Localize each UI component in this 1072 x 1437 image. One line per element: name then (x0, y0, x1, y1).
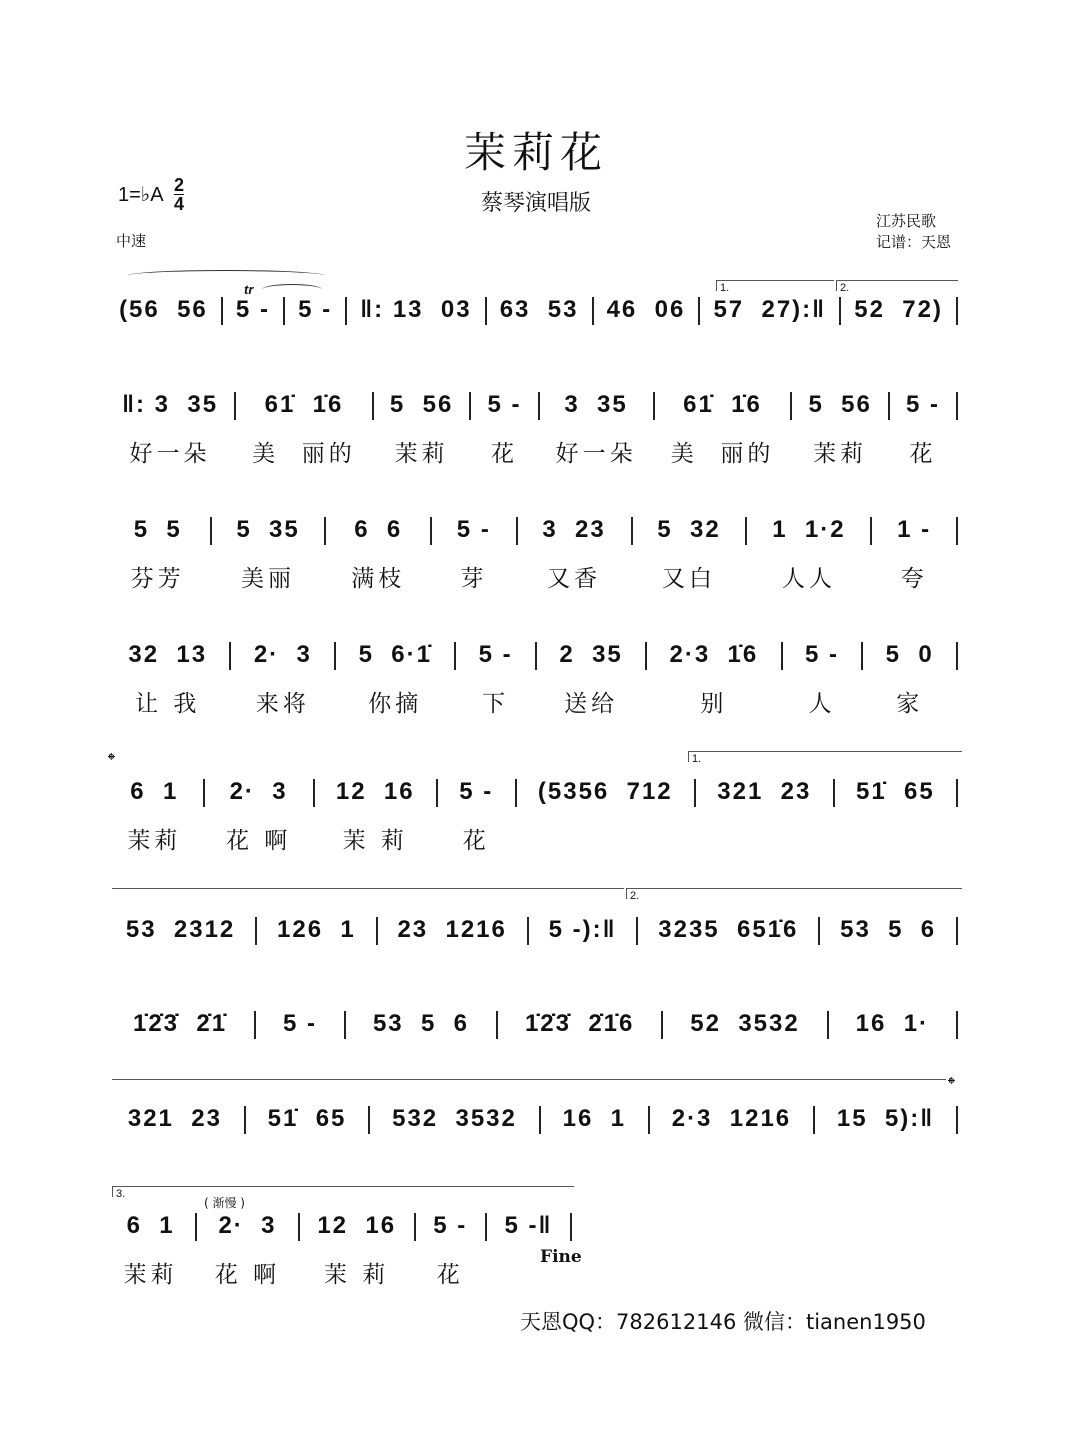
measure-notes: 2 35 (559, 641, 623, 668)
measure-notes: 5 56 (808, 391, 872, 418)
barline (956, 297, 958, 325)
measure-notes: ‖: 3 35 (122, 391, 219, 418)
lyric: 你摘 (368, 691, 423, 717)
measure (820, 915, 956, 945)
lyric: 茉 莉 (324, 1262, 390, 1288)
measure-notes: 1̇2̇3̇ 2̇1̇6 (524, 1010, 635, 1037)
measure-notes: 5 5 (133, 516, 182, 543)
lyric: 美 丽的 (252, 441, 356, 467)
lyric: 别 (700, 691, 728, 717)
lyric: 下 (482, 691, 510, 717)
measure (647, 640, 780, 715)
measure (841, 295, 956, 325)
lyric: 送给 (564, 691, 619, 717)
lyric: 花 (490, 441, 518, 467)
barline (956, 392, 958, 420)
measure-notes: 2·3 1̇6 (669, 641, 759, 668)
time-signature (174, 176, 184, 213)
measure-notes: 5 - (298, 296, 333, 323)
measure-notes: 12 16 (317, 1212, 397, 1239)
measure (829, 1009, 956, 1039)
measure (106, 390, 234, 465)
measure-notes: ‖: 13 03 (360, 296, 472, 323)
measure (747, 515, 870, 590)
measure (285, 295, 345, 325)
measure (205, 777, 313, 852)
staff-row (106, 515, 958, 590)
measure-notes: 2· 3 (253, 641, 312, 668)
lyric: 花 啊 (225, 828, 292, 854)
measure (890, 390, 956, 465)
measure-notes: 15 5):‖ (836, 1105, 935, 1132)
lyric: 花 (436, 1262, 464, 1288)
measure (106, 295, 221, 325)
lyric: 人 (808, 691, 836, 717)
tempo-marking: 中速 (116, 232, 147, 250)
measure-notes: 5 - (487, 391, 522, 418)
measure (223, 295, 283, 325)
measure-notes: 12 16 (335, 778, 415, 805)
lyric: 家 (896, 691, 924, 717)
measure (471, 390, 537, 465)
lyric: 茉莉 (123, 1262, 178, 1288)
fine-mark: Fine (540, 1247, 582, 1267)
measure (300, 1211, 414, 1286)
measure-notes: 3 35 (564, 391, 628, 418)
key-signature: 1=♭A (118, 184, 164, 206)
measure (783, 640, 862, 715)
lyric: 花 (909, 441, 937, 467)
lyric: 美丽 (241, 566, 296, 592)
measure-notes: 5 6·1̇ (358, 641, 432, 668)
measure-notes: 2· 3 (229, 778, 288, 805)
measure (231, 640, 334, 715)
measure (487, 295, 592, 325)
measure-notes: (56 56 (119, 296, 208, 323)
measure (456, 640, 535, 715)
measure-notes: 2·3 1216 (671, 1105, 792, 1132)
lyric: 茉 莉 (342, 828, 408, 854)
measure-notes: 5 - (459, 778, 494, 805)
measure (487, 1211, 570, 1286)
lyric: 好一朵 (555, 441, 637, 467)
measure (374, 390, 470, 465)
time-bottom: 4 (174, 194, 185, 214)
measure (518, 515, 631, 590)
song-subtitle: 蔡琴演唱版 (480, 191, 591, 216)
measure (236, 390, 372, 465)
measure-notes: 63 53 (499, 296, 579, 323)
measure (106, 1104, 244, 1134)
trill-mark: tr (244, 282, 254, 297)
measure-notes: 52 3532 (690, 1010, 800, 1037)
measure (815, 1104, 956, 1134)
measure-notes: 6 1 (130, 778, 179, 805)
lyric: 茉莉 (127, 828, 182, 854)
measure-notes: 57 27):‖ (713, 296, 827, 323)
lyric: 好一朵 (129, 441, 211, 467)
measure-notes: 1 - (897, 516, 932, 543)
measure-notes: 23 1216 (397, 916, 507, 943)
measure-notes: 3235 651̇6 (658, 916, 799, 943)
lyric: 茉莉 (394, 441, 449, 467)
measure-notes: 16 1· (855, 1010, 930, 1037)
measure-notes: 5 - (804, 641, 839, 668)
measure (370, 1104, 539, 1134)
lyric: 茉莉 (813, 441, 868, 467)
song-title: 茉莉花 (463, 128, 608, 177)
volta-2b: 2. (626, 888, 962, 899)
measure-notes: 5 -‖ (504, 1212, 553, 1239)
measure-notes: 321 23 (127, 1105, 222, 1132)
measure-notes: 61̇ 1̇6 (683, 391, 762, 418)
barline (956, 517, 958, 545)
measure-notes: 51̇ 65 (855, 778, 935, 805)
measure (792, 390, 888, 465)
measure-notes: 1 1·2 (772, 516, 846, 543)
measure-notes: 6 1 (126, 1212, 175, 1239)
ritardando-mark: ( 渐慢 ) (204, 1196, 245, 1210)
lyric: 满枝 (351, 566, 406, 592)
measure (872, 515, 956, 590)
measure (256, 1009, 344, 1039)
measure-notes: 5 - (905, 391, 940, 418)
staff-row (106, 390, 958, 465)
lyric: 夸 (900, 566, 928, 592)
measure (212, 515, 325, 590)
coda-icon: 𝄌 (948, 1074, 955, 1096)
staff-row (106, 1211, 572, 1286)
measure (106, 777, 203, 852)
measure-notes: 321 23 (717, 778, 812, 805)
measure (378, 915, 527, 945)
measure (257, 915, 375, 945)
lyric: 芽 (460, 566, 488, 592)
measure (416, 1211, 485, 1286)
measure (106, 515, 210, 590)
barline (956, 917, 958, 945)
measure-notes: 5 56 (389, 391, 454, 418)
staff-row (106, 640, 958, 715)
barline (956, 1106, 958, 1134)
measure-notes: 532 3532 (392, 1105, 517, 1132)
barline (956, 779, 958, 807)
staff-row (106, 1104, 958, 1134)
staff-row (106, 915, 958, 945)
measure-notes: 2· 3 (218, 1212, 277, 1239)
measure (540, 390, 653, 465)
measure (700, 295, 839, 325)
lyric: 又白 (662, 566, 716, 592)
song-origin: 江苏民歌 (876, 212, 937, 230)
measure (336, 640, 454, 715)
measure (106, 1211, 195, 1286)
measure-notes: 61̇ 1̇6 (264, 391, 344, 418)
volta-2: 2. (836, 280, 958, 291)
measure-notes: 52 72) (854, 296, 943, 323)
measure (438, 777, 515, 852)
measure-notes: 32 13 (128, 641, 208, 668)
measure-notes: 5 - (478, 641, 513, 668)
measure (863, 640, 956, 715)
measure-notes: 126 1 (277, 916, 356, 943)
measure (696, 777, 833, 852)
measure (529, 915, 637, 945)
measure (106, 1009, 254, 1039)
lyric: 让 我 (135, 691, 201, 717)
lyric: 美 丽的 (670, 441, 775, 467)
measure (246, 1104, 368, 1134)
measure (315, 777, 436, 852)
measure-notes: 5 - (456, 516, 491, 543)
slur (128, 270, 324, 281)
measure (432, 515, 516, 590)
barline (956, 1011, 958, 1039)
coda-icon: 𝄌 (108, 750, 115, 772)
measure (633, 515, 746, 590)
volta-line (112, 888, 624, 889)
measure-notes: 51̇ 65 (267, 1105, 347, 1132)
measure (197, 1211, 298, 1286)
measure-notes: 5 -):‖ (548, 916, 617, 943)
measure (347, 295, 484, 325)
volta-3: 3. (112, 1186, 574, 1197)
slur (262, 284, 322, 295)
measure-notes: 5 35 (236, 516, 300, 543)
measure (638, 915, 818, 945)
measure (650, 1104, 813, 1134)
measure (106, 640, 229, 715)
lyric: 芬芳 (130, 566, 185, 592)
measure-notes: (5356 712 (537, 778, 673, 805)
measure-notes: 5 - (433, 1212, 468, 1239)
lyric: 花 啊 (214, 1262, 281, 1288)
measure-notes: 5 - (235, 296, 270, 323)
measure-notes: 16 1 (562, 1105, 626, 1132)
measure-notes: 3 23 (542, 516, 606, 543)
measure-notes: 53 5 6 (372, 1010, 469, 1037)
time-top: 2 (174, 175, 185, 195)
measure (663, 1009, 826, 1039)
measure (106, 915, 255, 945)
volta-1: 1. (716, 280, 834, 291)
measure-notes: 5 - (282, 1010, 317, 1037)
lyric: 又香 (547, 566, 602, 592)
notator: 记谱：天恩 (876, 233, 952, 251)
staff-row (106, 295, 958, 325)
lyric: 人人 (781, 566, 836, 592)
contact-footer: 天恩QQ：782612146 微信：tianen1950 (520, 1310, 926, 1334)
measure-notes: 53 5 6 (840, 916, 937, 943)
measure-notes: 1̇2̇3̇ 2̇1̇ (132, 1010, 228, 1037)
staff-row (106, 1009, 958, 1039)
volta-1b: 1. (688, 751, 962, 762)
measure (326, 515, 430, 590)
measure (498, 1009, 661, 1039)
measure-notes: 6 6 (354, 516, 403, 543)
measure (346, 1009, 496, 1039)
measure (517, 777, 694, 852)
measure (655, 390, 791, 465)
barline (570, 1213, 572, 1241)
measure-notes: 5 0 (885, 641, 934, 668)
measure-notes: 46 06 (606, 296, 686, 323)
measure-notes: 5 32 (657, 516, 721, 543)
measure (594, 295, 699, 325)
staff-row (106, 777, 958, 852)
measure-notes: 53 2312 (125, 916, 236, 943)
measure (835, 777, 956, 852)
barline (956, 642, 958, 670)
lyric: 花 (462, 828, 490, 854)
lyric: 来将 (255, 691, 310, 717)
measure (541, 1104, 648, 1134)
measure (537, 640, 645, 715)
volta-line (112, 1079, 946, 1080)
